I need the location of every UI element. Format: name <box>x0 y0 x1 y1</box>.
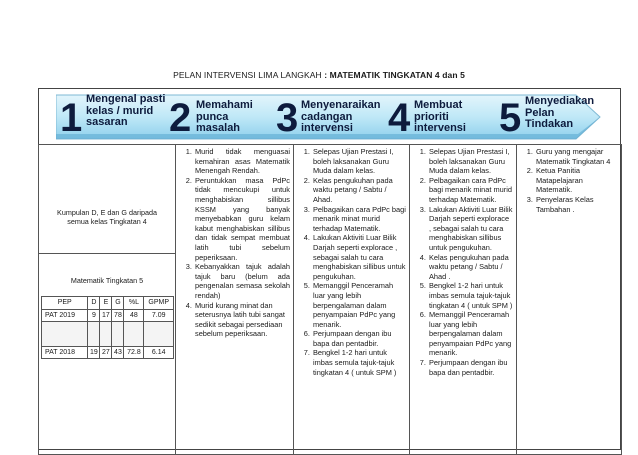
table-row <box>42 309 174 321</box>
cause-item: 4. Murid kurang minat dan seterusnya latih tubi sangat sedikit sebagai persediaan sebelum peperiksaan. <box>194 301 290 339</box>
stats-cell-l: 72.8 <box>124 346 144 358</box>
table-row <box>42 346 174 358</box>
title-prefix: PELAN INTERVENSI LIMA LANGKAH <box>173 70 322 80</box>
stats-header: PEP <box>42 296 88 309</box>
step-1 <box>60 92 168 142</box>
stats-cell-d: 9 <box>88 309 100 321</box>
step-4-label: Membuat prioriti intervensi <box>414 99 466 134</box>
target-cell <box>39 145 176 254</box>
cause-item: 2. Peruntukkan masa PdPc tidak mencukupi untuk menghabiskan sillibus KSSM yang banyak menyebabkan guru kelam kabut menghabiskan sillibus dan tidak sempat membuat latih tubi sebelum peperiksaan. <box>194 176 290 262</box>
action-plan-cell <box>517 145 622 455</box>
causes-list <box>176 145 293 339</box>
proposals-cell <box>294 145 410 455</box>
stats-cell-e: 27 <box>100 346 112 358</box>
action-item: 3. Penyelaras Kelas Tambahan . <box>535 195 618 214</box>
title-bold: : MATEMATIK TINGKATAN 4 dan 5 <box>324 70 465 80</box>
causes-cell <box>176 145 294 455</box>
step-3 <box>276 92 386 142</box>
step-4-number: 4 <box>388 96 411 140</box>
action-item: 1. Guru yang mengajar Matematik Tingkatan 4 <box>535 147 618 166</box>
priority-item: 6. Memanggil Penceramah luar yang lebih berpengalaman dalam penyampaian PdPc yang menarik. <box>428 310 513 358</box>
stats-cell-pat: PAT 2018 <box>42 346 88 358</box>
step-3-number: 3 <box>276 96 299 140</box>
document-title <box>0 70 638 80</box>
cause-item: 3. Kebanyakkan tajuk adalah tajuk baru (belum ada pengenalan semasa sekolah rendah) <box>194 262 290 300</box>
stats-cell-gpmp: 6.14 <box>144 346 174 358</box>
proposal-item: 3. Pelbagaikan cara PdPc bagi menarik minat murid terhadap Matematik. <box>312 205 406 234</box>
stats-header: GPMP <box>144 296 174 309</box>
proposal-item: 5. Memanggil Penceramah luar yang lebih berpengalaman dalam penyampaian PdPc yang menarik. <box>312 281 406 329</box>
target-line-1: Kumpulan D, E dan G daripada <box>57 207 157 217</box>
stats-header: D <box>88 296 100 309</box>
step-4 <box>388 92 494 142</box>
priority-item: 1. Selepas Ujian Prestasi I, boleh laksanakan Guru Muda dalam kelas. <box>428 147 513 176</box>
priority-item: 2. Pelbagaikan cara PdPc bagi menarik minat murid terhadap Matematik. <box>428 176 513 205</box>
proposals-list <box>294 145 409 377</box>
priority-item: 3. Lakukan Aktiviti Luar Bilik Darjah seperti explorace , sebagai salah tu cara menghabiskan sillibus untuk pengukuhan. <box>428 205 513 253</box>
stats-cell-g: 43 <box>112 346 124 358</box>
priority-item: 5. Bengkel 1-2 hari untuk imbas semula tajuk-tajuk tingkatan 4 ( untuk SPM ) <box>428 281 513 310</box>
target-line-2: semua kelas Tingkatan 4 <box>67 217 147 226</box>
stats-cell-gpmp: 7.09 <box>144 309 174 321</box>
step-2 <box>169 92 275 142</box>
stats-table <box>41 296 174 359</box>
stats-spacer-row <box>42 321 174 346</box>
step-2-number: 2 <box>169 96 192 140</box>
priorities-list <box>410 145 516 377</box>
proposal-item: 1. Selepas Ujian Prestasi I, boleh laksanakan Guru Muda dalam kelas. <box>312 147 406 176</box>
step-5-number: 5 <box>499 96 522 140</box>
proposal-item: 4. Lakukan Aktiviti Luar Bilik Darjah seperti explorace , sebagai salah tu cara menghabiskan sillibus untuk pengukuhan. <box>312 233 406 281</box>
stats-cell <box>39 254 176 455</box>
step-5-label: Menyediakan Pelan Tindakan <box>525 95 595 130</box>
step-2-label: Memahami punca masalah <box>196 99 253 134</box>
step-5 <box>499 92 599 142</box>
priority-item: 7. Perjumpaan dengan ibu bapa dan pentadbir. <box>428 358 513 377</box>
step-1-number: 1 <box>60 96 83 140</box>
stats-header-row <box>42 296 174 309</box>
stats-cell-g: 78 <box>112 309 124 321</box>
stats-header: %L <box>124 296 144 309</box>
steps-banner <box>56 92 601 142</box>
action-item: 2. Ketua Panitia Matapelajaran Matematik. <box>535 166 618 195</box>
stats-cell-l: 48 <box>124 309 144 321</box>
stats-caption: Matematik Tingkatan 5 <box>70 276 144 285</box>
step-3-label: Menyenaraikan cadangan intervensi <box>301 99 381 134</box>
stats-header: E <box>100 296 112 309</box>
stats-header: G <box>112 296 124 309</box>
cause-item: 1. Murid tidak menguasai kemahiran asas Matematik Menengah Rendah. <box>194 147 290 176</box>
proposal-item: 6. Perjumpaan dengan ibu bapa dan pentadbir. <box>312 329 406 348</box>
stats-cell-pat: PAT 2019 <box>42 309 88 321</box>
priority-item: 4. Kelas pengukuhan pada waktu petang / Sabtu / Ahad . <box>428 253 513 282</box>
stats-cell-e: 17 <box>100 309 112 321</box>
proposal-item: 7. Bengkel 1-2 hari untuk imbas semula tajuk-tajuk tingkatan 4 ( untuk SPM ) <box>312 348 406 377</box>
step-1-label: Mengenal pasti kelas / murid sasaran <box>86 93 166 128</box>
intervention-table <box>38 144 622 455</box>
action-plan-list <box>517 145 621 214</box>
stats-cell-d: 19 <box>88 346 100 358</box>
proposal-item: 2. Kelas pengukuhan pada waktu petang / Sabtu / Ahad. <box>312 176 406 205</box>
priorities-cell <box>410 145 517 455</box>
